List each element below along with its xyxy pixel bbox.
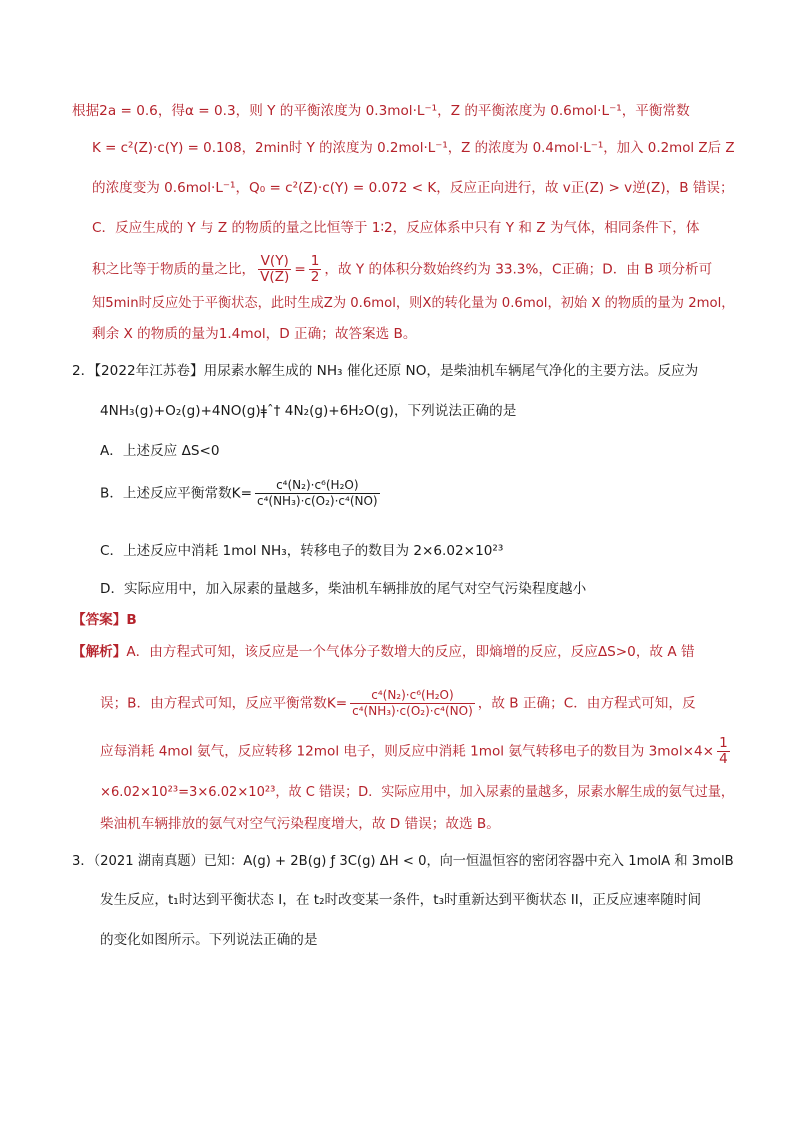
solution-line-3: 的浓度变为 0.6mol·L⁻¹，Q₀ = c²(Z)·c(Y) = 0.072 < K，反应正向进行，故 v正(Z) > v逆(Z)，B 错误； <box>92 180 734 196</box>
fraction-denominator: 4 <box>719 751 728 767</box>
fraction-denominator: c⁴(NH₃)·c(O₂)·c⁴(NO) <box>352 704 473 718</box>
fraction-numerator: c⁴(N₂)·c⁶(H₂O) <box>255 478 380 494</box>
question-3-stem-line-1: 3．（2021 湖南真题）已知：A(g) + 2B(g) ƒ 3C(g) ΔH < 0，向一恒温恒容的密闭容器中充入 1molA 和 3molB <box>72 853 734 869</box>
explanation-line-3 <box>100 736 733 767</box>
question-2-stem-line-1: 2．【2022年江苏卷】用尿素水解生成的 NH₃ 催化还原 NO，是柴油机车辆尾气净化的主要方法。反应为 <box>72 363 699 379</box>
question-2-equation: 4NH₃(g)+O₂(g)+4NO(g)ǂˆ† 4N₂(g)+6H₂O(g)，下列说法正确的是 <box>100 403 517 419</box>
one-half-fraction <box>309 254 322 285</box>
solution-line-1: 根据2a = 0.6，得α = 0.3，则 Y 的平衡浓度为 0.3mol·L⁻¹，Z 的平衡浓度为 0.6mol·L⁻¹，平衡常数 <box>72 103 690 119</box>
explanation-line-1 <box>72 642 695 662</box>
fraction-denominator: c⁴(NH₃)·c(O₂)·c⁴(NO) <box>256 494 378 508</box>
solution-line-6: 知5min时反应处于平衡状态，此时生成Z为 0.6mol，则X的转化量为 0.6mol，初始 X 的物质的量为 2mol， <box>92 295 735 311</box>
option-a: A．上述反应 ΔS<0 <box>100 443 220 459</box>
solution-line-2: K = c²(Z)·c(Y) = 0.108，2min时 Y 的浓度为 0.2mol·L⁻¹，Z 的浓度为 0.4mol·L⁻¹，加入 0.2mol Z后 Z <box>92 140 735 156</box>
equilibrium-constant-fraction <box>350 688 475 719</box>
equilibrium-constant-fraction <box>255 478 380 509</box>
fraction-denominator: 2 <box>310 269 320 285</box>
fraction-numerator: c⁴(N₂)·c⁶(H₂O) <box>350 688 475 704</box>
option-d: D．实际应用中，加入尿素的量越多，柴油机车辆排放的尾气对空气污染程度越小 <box>100 581 587 597</box>
solution-line-4: C．反应生成的 Y 与 Z 的物质的量之比恒等于 1∶2，反应体系中只有 Y 和 Z 为气体，相同条件下，体 <box>92 220 700 236</box>
fraction-numerator: 1 <box>719 735 728 751</box>
option-c: C．上述反应中消耗 1mol NH₃，转移电子的数目为 2×6.02×10²³ <box>100 543 504 559</box>
solution-line-5 <box>92 254 712 285</box>
option-b <box>100 478 383 509</box>
answer-label: 【答案】B <box>72 612 137 628</box>
explanation-line-1-text: A．由方程式可知，该反应是一个气体分子数增大的反应，即熵增的反应，反应ΔS>0，故 A 错 <box>126 644 695 660</box>
explanation-line-2-text-a: 误；B．由方程式可知，反应平衡常数K= <box>100 695 348 712</box>
one-quarter-fraction <box>717 736 730 767</box>
explanation-tag: 【解析】 <box>72 644 127 660</box>
volume-ratio-fraction <box>258 254 291 285</box>
solution-line-5-text-a: 积之比等于物质的量之比， <box>92 261 256 278</box>
explanation-line-3-text: 应每消耗 4mol 氨气，反应转移 12mol 电子，则反应中消耗 1mol 氨气转移电子的数目为 3mol×4× <box>100 743 715 760</box>
equals-sign: = <box>294 261 306 278</box>
explanation-line-2 <box>100 688 696 719</box>
fraction-denominator: V(Z) <box>260 269 290 285</box>
question-3-stem-line-2: 发生反应，t₁时达到平衡状态 I，在 t₂时改变某一条件，t₃时重新达到平衡状态 II，正反应速率随时间 <box>100 892 702 908</box>
option-b-text: B．上述反应平衡常数K= <box>100 485 252 502</box>
fraction-numerator: 1 <box>310 253 320 269</box>
solution-line-5-text-b: ，故 Y 的体积分数始终约为 33.3%，C正确；D．由 B 项分析可 <box>324 261 713 278</box>
fraction-numerator: V(Y) <box>258 254 291 270</box>
explanation-line-4: ×6.02×10²³=3×6.02×10²³，故 C 错误；D．实际应用中，加入尿素的量越多，尿素水解生成的氨气过量， <box>100 784 735 800</box>
question-3-stem-line-3: 的变化如图所示。下列说法正确的是 <box>100 932 318 948</box>
solution-line-7: 剩余 X 的物质的量为1.4mol，D 正确；故答案选 B。 <box>92 326 417 342</box>
explanation-line-5: 柴油机车辆排放的氨气对空气污染程度增大，故 D 错误；故选 B。 <box>100 816 500 832</box>
explanation-line-2-text-b: ，故 B 正确；C．由方程式可知，反 <box>477 695 696 712</box>
